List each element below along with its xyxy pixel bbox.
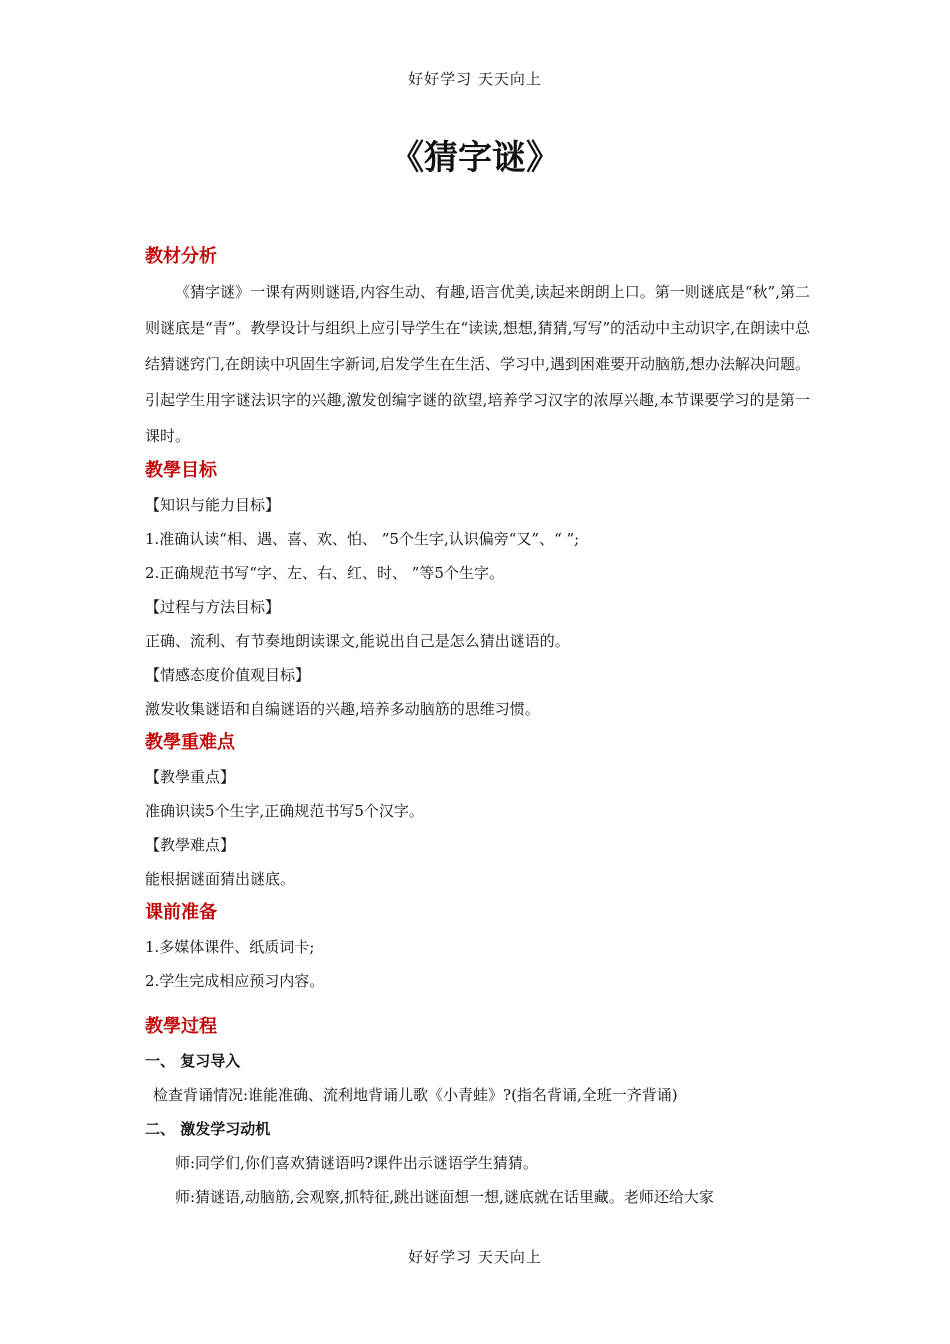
process-goal-label: 【过程与方法目标】 bbox=[145, 598, 281, 616]
difficulty-label: 【教學难点】 bbox=[145, 836, 236, 854]
process-step-2-title: 二、 激发学习动机 bbox=[145, 1120, 271, 1138]
process-step-2-text-2: 师:猜谜语,动脑筋,会观察,抓特征,跳出谜面想一想,谜底就在话里藏。老师还给大家 bbox=[175, 1188, 714, 1206]
section-heading-preparation: 课前准备 bbox=[145, 902, 217, 923]
spacer bbox=[145, 998, 810, 1010]
document-body bbox=[145, 240, 810, 1214]
knowledge-goal-item-2: 2.正确规范书写“字、左、右、红、时、 ”等5个生字。 bbox=[145, 564, 504, 582]
analysis-paragraph: 《猜字谜》一课有两则谜语,内容生动、有趣,语言优美,读起来朗朗上口。第一则谜底是“秋”,第二则谜底是“青”。教學设计与组织上应引导学生在“读读,想想,猜猜,写写”的活动中主动识字,在朗读中总结猜谜窍门,在朗读中巩固生字新词,启发学生在生活、学习中,遇到困难要开动脑筋,想办法解决问题。引起学生用字谜法识字的兴趣,激发创编字谜的欲望,培养学习汉字的浓厚兴趣,本节课要学习的是第一课时。 bbox=[145, 283, 810, 445]
knowledge-goal-item-1: 1.准确认读“相、遇、喜、欢、怕、 ”5个生字,认识偏旁“又”、“ ”; bbox=[145, 530, 580, 548]
difficulty-text: 能根据谜面猜出谜底。 bbox=[145, 870, 296, 888]
emotion-goal-text: 激发收集谜语和自编谜语的兴趣,培养多动脑筋的思维习惯。 bbox=[145, 700, 540, 718]
preparation-item-2: 2.学生完成相应预习内容。 bbox=[145, 972, 325, 990]
page-footer: 好好学习 天天向上 bbox=[408, 1248, 542, 1266]
section-heading-analysis: 教材分析 bbox=[145, 246, 217, 267]
process-step-1-title: 一、 复习导入 bbox=[145, 1052, 241, 1070]
preparation-item-1: 1.多媒体课件、纸质词卡; bbox=[145, 938, 315, 956]
key-point-label: 【教學重点】 bbox=[145, 768, 236, 786]
section-heading-process: 教學过程 bbox=[145, 1016, 217, 1037]
key-point-text: 准确识读5个生字,正确规范书写5个汉字。 bbox=[145, 802, 424, 820]
process-goal-text: 正确、流利、有节奏地朗读课文,能说出自己是怎么猜出谜语的。 bbox=[145, 632, 570, 650]
process-step-2-text-1: 师:同学们,你们喜欢猜谜语吗?课件出示谜语学生猜猜。 bbox=[175, 1154, 538, 1172]
section-heading-key-points: 教學重难点 bbox=[145, 732, 235, 753]
knowledge-goal-label: 【知识与能力目标】 bbox=[145, 496, 281, 514]
document-title: 《猜字谜》 bbox=[390, 138, 560, 178]
section-heading-goals: 教學目标 bbox=[145, 460, 217, 481]
page-header: 好好学习 天天向上 bbox=[408, 70, 542, 88]
process-step-1-text: 检查背诵情况:谁能准确、流利地背诵儿歌《小青蛙》?(指名背诵,全班一齐背诵) bbox=[153, 1086, 678, 1104]
emotion-goal-label: 【情感态度价值观目标】 bbox=[145, 666, 311, 684]
